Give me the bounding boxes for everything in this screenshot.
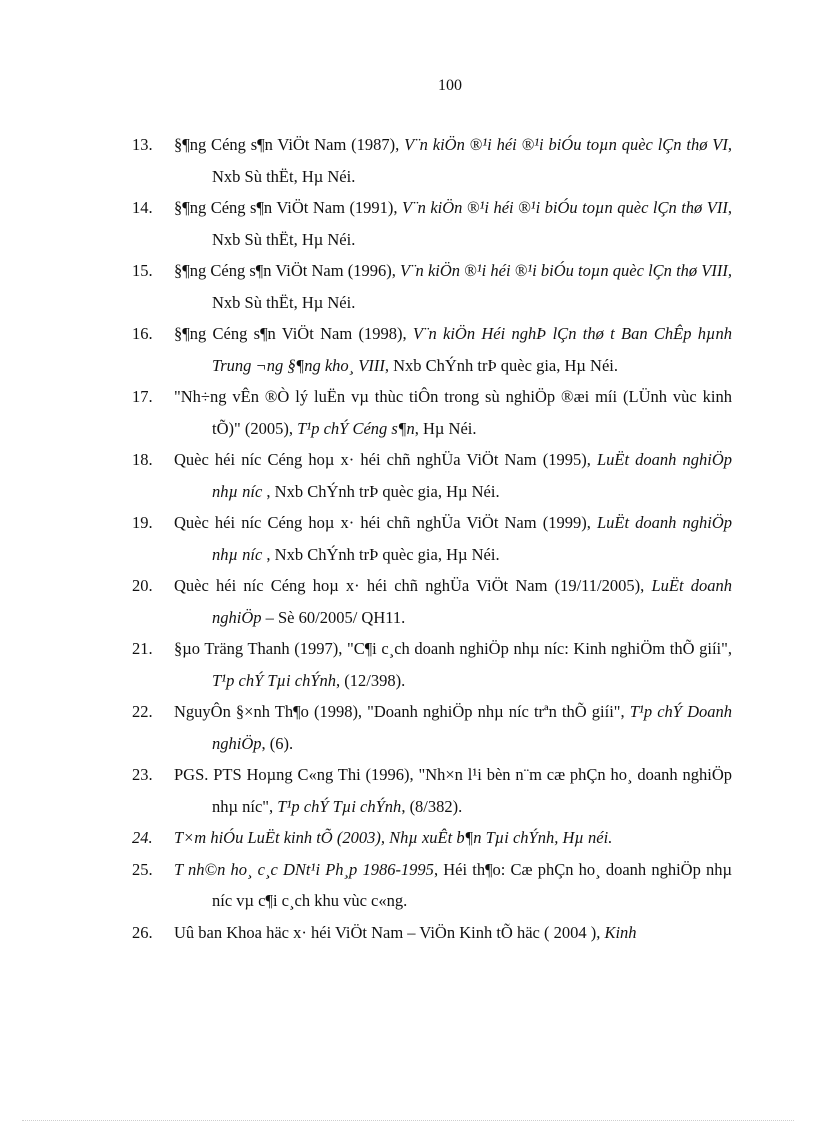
reference-item xyxy=(132,854,732,917)
reference-item xyxy=(132,129,732,192)
reference-text: Quèc héi níc Céng hoµ x· héi chñ nghÜa ViÖt Nam (19/11/2005), xyxy=(174,576,652,595)
reference-item xyxy=(132,318,732,381)
reference-text: Nxb Sù thËt, Hµ Néi. xyxy=(212,166,356,186)
reference-text: Quèc héi níc Céng hoµ x· héi chñ nghÜa ViÖt Nam (1999), xyxy=(174,513,597,532)
reference-title-italic: LuËt doanh nghiÖp xyxy=(212,576,733,627)
reference-text: §¶ng Céng s¶n ViÖt Nam (1987), xyxy=(174,135,405,154)
reference-number: 21. xyxy=(132,639,153,658)
reference-item xyxy=(132,381,732,444)
reference-text: , Nxb Sù thËt, Hµ Néi. xyxy=(212,198,732,249)
reference-title-italic: T nh©n ho¸ c¸c DNt¹i Ph¸p 1986-1995 xyxy=(174,859,434,879)
reference-text: Quèc héi níc Céng hoµ x· héi chñ nghÜa ViÖt Nam (1995), xyxy=(174,450,597,469)
reference-item xyxy=(132,917,732,949)
reference-title-italic: V¨n kiÖn ®¹i héi ®¹i biÓu toµn quèc lÇn thø VII xyxy=(402,198,728,217)
reference-number: 23. xyxy=(132,765,153,784)
reference-number: 25. xyxy=(132,859,153,879)
reference-title-italic: V¨n kiÖn Héi nghÞ lÇn thø t Ban ChÊp hµnh Trung ¬ng §¶ng kho¸ VIII xyxy=(212,324,732,375)
reference-text: , Nxb ChÝnh trÞ quèc gia, Hµ Néi. xyxy=(262,481,500,501)
reference-text: §¶ng Céng s¶n ViÖt Nam (1998), xyxy=(174,324,413,343)
reference-item xyxy=(132,444,732,507)
reference-text: §¶ng Céng s¶n ViÖt Nam (1991), xyxy=(174,198,403,217)
reference-title-italic: V¨n kiÖn ®¹i héi ®¹i biÓu toµn quèc lÇn thø VIII, xyxy=(399,261,732,280)
reference-title-italic: T¹p chÝ Doanh nghiÖp xyxy=(212,702,732,753)
reference-number: 26. xyxy=(132,922,153,942)
reference-number: 14. xyxy=(132,198,153,217)
reference-text: , Héi th¶o: Cæ phÇn ho¸ doanh nghiÖp nhµ níc vµ c¶i c¸ch khu vùc c«ng. xyxy=(212,859,732,910)
reference-text: §¶ng Céng s¶n ViÖt Nam (1996), xyxy=(174,261,400,280)
reference-number: 17. xyxy=(132,387,153,406)
reference-text: §µo Träng Thanh (1997), "C¶i c¸ch doanh nghiÖp nhµ níc: Kinh nghiÖm thÕ giíi", xyxy=(174,639,732,658)
reference-text: Nxb Sù thËt, Hµ Néi. xyxy=(212,292,356,312)
reference-item xyxy=(132,696,732,759)
reference-item xyxy=(132,822,732,854)
reference-text: , Nxb ChÝnh trÞ quèc gia, Hµ Néi. xyxy=(262,544,500,564)
reference-item xyxy=(132,759,732,822)
reference-number: 18. xyxy=(132,450,153,469)
reference-title-italic: T¹p chÝ Tµi chÝnh xyxy=(212,670,337,690)
reference-item xyxy=(132,633,732,696)
reference-text: PGS. PTS Hoµng C«ng Thi (1996), "Nh×n l¹i bèn n¨m cæ phÇn ho¸ doanh nghiÖp nhµ níc", xyxy=(174,765,732,816)
reference-number: 13. xyxy=(132,135,153,154)
reference-title-italic: V¨n kiÖn ®¹i héi ®¹i biÓu toµn quèc lÇn thø VI, xyxy=(404,135,732,154)
reference-text: – Sè 60/2005/ QH11. xyxy=(261,607,406,627)
reference-list xyxy=(132,129,732,948)
reference-text: , (8/382). xyxy=(401,796,463,816)
reference-title-italic: LuËt doanh nghiÖp nhµ níc xyxy=(212,513,733,564)
reference-number: 24. xyxy=(132,828,153,847)
reference-number: 19. xyxy=(132,513,153,532)
reference-title-italic: Kinh xyxy=(604,922,637,942)
reference-number: 16. xyxy=(132,324,153,343)
reference-number: 15. xyxy=(132,261,153,280)
reference-text: "Nh÷ng vÊn ®Ò lý luËn vµ thùc tiÔn trong sù nghiÖp ®æi míi (LÜnh vùc kinh tÕ)" (2005), xyxy=(174,387,732,438)
reference-item xyxy=(132,255,732,318)
reference-title-italic: LuËt doanh nghiÖp nhµ níc xyxy=(212,450,733,501)
page-bottom-divider xyxy=(22,1120,794,1121)
reference-text: , Hµ Néi. xyxy=(414,418,477,438)
reference-item xyxy=(132,192,732,255)
reference-title-italic: T¹p chÝ Tµi chÝnh xyxy=(277,796,402,816)
reference-text: NguyÔn §×nh Th¶o (1998), "Doanh nghiÖp nhµ níc trªn thÕ giíi", xyxy=(174,702,630,721)
page-number: 100 xyxy=(438,77,462,94)
reference-text: , Nxb ChÝnh trÞ quèc gia, Hµ Néi. xyxy=(384,355,618,375)
reference-text: , (6). xyxy=(261,733,294,753)
reference-text: , (12/398). xyxy=(336,670,406,690)
reference-item xyxy=(132,570,732,633)
reference-text: Uû ban Khoa häc x· héi ViÖt Nam – ViÖn Kinh tÕ häc ( 2004 ), xyxy=(174,922,605,942)
reference-number: 22. xyxy=(132,702,153,721)
reference-number: 20. xyxy=(132,576,153,595)
reference-item xyxy=(132,507,732,570)
reference-title-italic: T×m hiÓu LuËt kinh tÕ (2003), Nhµ xuÊt b¶n Tµi chÝnh, Hµ néi. xyxy=(174,828,613,847)
reference-title-italic: T¹p chÝ Céng s¶n xyxy=(297,418,415,438)
